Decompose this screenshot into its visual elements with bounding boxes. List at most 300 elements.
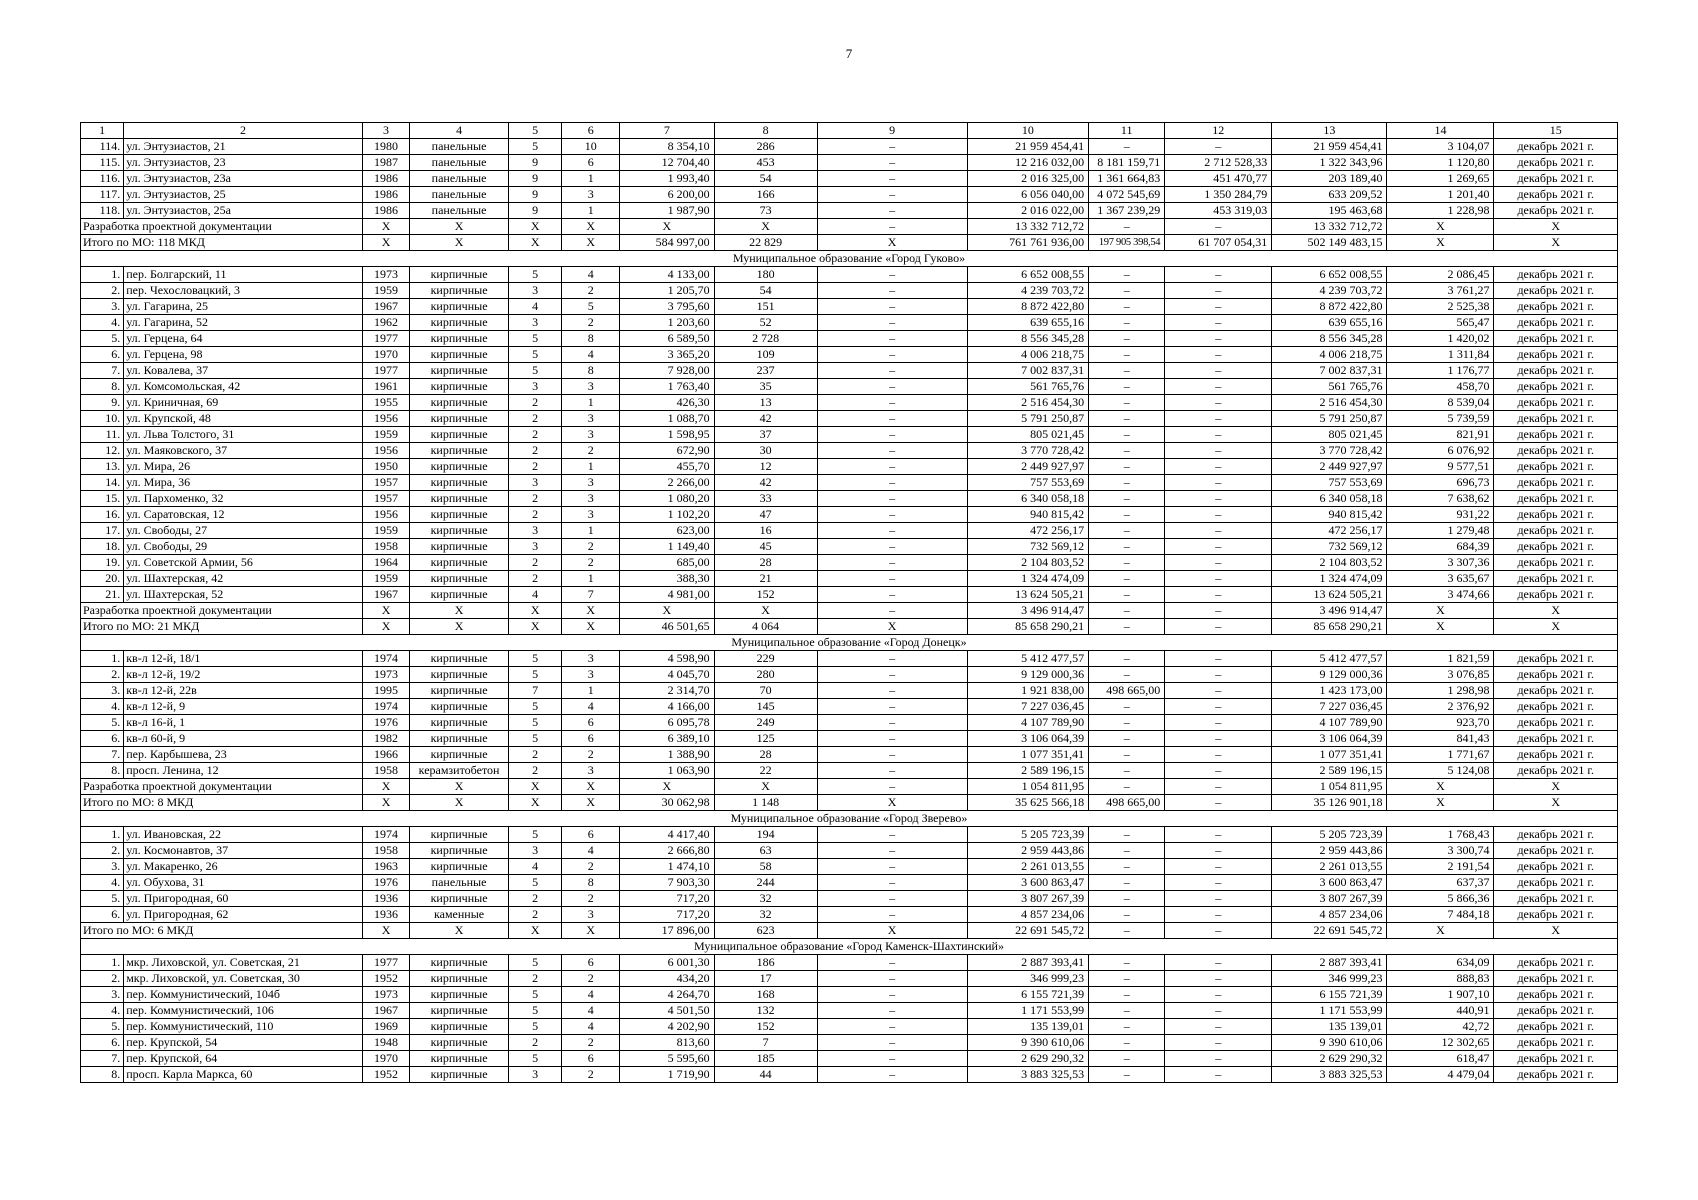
table-cell: ул. Пархоменко, 32 (124, 491, 363, 507)
table-cell: X (714, 779, 817, 795)
table-cell: 888,83 (1387, 971, 1494, 987)
table-cell: декабрь 2021 г. (1494, 1051, 1618, 1067)
table-row (81, 187, 1618, 203)
table-row (81, 395, 1618, 411)
table-cell: – (817, 747, 967, 763)
table-cell: 73 (714, 203, 817, 219)
table-cell: – (817, 779, 967, 795)
table-cell: 5 (508, 1003, 561, 1019)
table-cell: декабрь 2021 г. (1494, 859, 1618, 875)
table-cell: – (1165, 955, 1272, 971)
table-cell: 1 171 553,99 (1272, 1003, 1387, 1019)
table-cell: 1 (562, 203, 620, 219)
table-cell: пер. Коммунистический, 106 (124, 1003, 363, 1019)
table-cell: 5 (508, 731, 561, 747)
table-cell: 4 264,70 (620, 987, 715, 1003)
table-cell: 9 (508, 171, 561, 187)
table-cell: – (817, 155, 967, 171)
table-cell: 717,20 (620, 907, 715, 923)
table-cell: 1 102,20 (620, 507, 715, 523)
table-cell: кирпичные (410, 587, 509, 603)
table-cell: 6 200,00 (620, 187, 715, 203)
table-cell: кирпичные (410, 555, 509, 571)
table-cell: – (1089, 139, 1165, 155)
table-cell: 115. (81, 155, 124, 171)
table-cell: – (1165, 619, 1272, 635)
table-cell: 13 624 505,21 (967, 587, 1088, 603)
table-cell: декабрь 2021 г. (1494, 1067, 1618, 1083)
table-cell: 3 365,20 (620, 347, 715, 363)
table-cell: – (1089, 1003, 1165, 1019)
table-row (81, 347, 1618, 363)
table-cell: 1 054 811,95 (967, 779, 1088, 795)
table-cell: 12 (714, 459, 817, 475)
table-cell: 2 589 196,15 (1272, 763, 1387, 779)
table-cell: 5 791 250,87 (967, 411, 1088, 427)
table-cell: 8 556 345,28 (967, 331, 1088, 347)
table-cell: 229 (714, 651, 817, 667)
table-cell: кирпичные (410, 715, 509, 731)
table-cell: – (817, 299, 967, 315)
table-cell: 22 691 545,72 (967, 923, 1088, 939)
table-cell: 1 993,40 (620, 171, 715, 187)
table-cell: декабрь 2021 г. (1494, 891, 1618, 907)
table-cell: 186 (714, 955, 817, 971)
table-cell: 6 056 040,00 (967, 187, 1088, 203)
table-row (81, 571, 1618, 587)
table-cell: 13 624 505,21 (1272, 587, 1387, 603)
table-cell: 5 (508, 987, 561, 1003)
table-cell: – (1165, 139, 1272, 155)
table-cell: – (1165, 283, 1272, 299)
table-cell: – (817, 891, 967, 907)
table-cell: 3 (562, 411, 620, 427)
table-cell: 5 (508, 715, 561, 731)
section-header-row (81, 811, 1618, 827)
table-cell: X (410, 779, 509, 795)
table-cell: 1986 (362, 171, 409, 187)
capital-repair-table (80, 122, 1618, 1083)
table-cell: 2 376,92 (1387, 699, 1494, 715)
table-cell: 7 (508, 683, 561, 699)
table-cell: – (1165, 987, 1272, 1003)
table-cell: декабрь 2021 г. (1494, 475, 1618, 491)
table-cell: X (562, 235, 620, 251)
table-cell: – (1089, 955, 1165, 971)
table-cell: 2 629 290,32 (967, 1051, 1088, 1067)
table-cell: 1952 (362, 971, 409, 987)
table-cell: – (1165, 1035, 1272, 1051)
table-cell: 3 635,67 (1387, 571, 1494, 587)
table-cell: 1964 (362, 555, 409, 571)
table-cell: 5 739,59 (1387, 411, 1494, 427)
table-cell: – (817, 859, 967, 875)
table-cell: мкр. Лиховской, ул. Советская, 21 (124, 955, 363, 971)
summary-row (81, 603, 1618, 619)
table-cell: ул. Крупской, 48 (124, 411, 363, 427)
table-cell: ул. Мира, 36 (124, 475, 363, 491)
table-cell: 168 (714, 987, 817, 1003)
page-number: 7 (845, 46, 853, 61)
table-cell: X (817, 923, 967, 939)
table-cell: 2 086,45 (1387, 267, 1494, 283)
table-cell: 1 719,90 (620, 1067, 715, 1083)
table-cell: – (1165, 587, 1272, 603)
table-cell: – (817, 1067, 967, 1083)
table-cell: 1958 (362, 763, 409, 779)
table-cell: 1 171 553,99 (967, 1003, 1088, 1019)
table-cell: 44 (714, 1067, 817, 1083)
section-header-row (81, 635, 1618, 651)
table-cell: 6 589,50 (620, 331, 715, 347)
table-cell: 3 (562, 907, 620, 923)
table-cell: 6 155 721,39 (967, 987, 1088, 1003)
table-cell: 6. (81, 731, 124, 747)
table-cell: 5. (81, 331, 124, 347)
table-cell: декабрь 2021 г. (1494, 875, 1618, 891)
table-cell: 1 148 (714, 795, 817, 811)
table-cell: – (1089, 331, 1165, 347)
table-cell: 1967 (362, 1003, 409, 1019)
table-cell: – (1089, 859, 1165, 875)
table-cell: 1 423 173,00 (1272, 683, 1387, 699)
table-cell: 12. (81, 443, 124, 459)
table-cell: 8 539,04 (1387, 395, 1494, 411)
table-cell: 180 (714, 267, 817, 283)
table-cell: 1 088,70 (620, 411, 715, 427)
table-cell: 2 629 290,32 (1272, 1051, 1387, 1067)
table-cell: 63 (714, 843, 817, 859)
table-cell: 1976 (362, 875, 409, 891)
table-cell: – (817, 843, 967, 859)
table-cell: 8 181 159,71 (1089, 155, 1165, 171)
table-cell: просп. Карла Маркса, 60 (124, 1067, 363, 1083)
table-cell: 453 (714, 155, 817, 171)
table-cell: 3 807 267,39 (967, 891, 1088, 907)
table-cell: кирпичные (410, 731, 509, 747)
table-cell: 1952 (362, 1067, 409, 1083)
table-cell: 1957 (362, 475, 409, 491)
table-cell: 455,70 (620, 459, 715, 475)
table-cell: 717,20 (620, 891, 715, 907)
table-cell: – (1165, 1019, 1272, 1035)
table-cell: 3 (562, 379, 620, 395)
table-cell: кв-л 12-й, 18/1 (124, 651, 363, 667)
table-cell: X (817, 619, 967, 635)
table-cell: 618,47 (1387, 1051, 1494, 1067)
table-cell: 1 821,59 (1387, 651, 1494, 667)
table-cell: Муниципальное образование «Город Каменск-Шахтинский» (81, 939, 1618, 955)
table-cell: X (508, 795, 561, 811)
table-cell: Итого по МО: 21 МКД (81, 619, 363, 635)
table-cell: X (562, 923, 620, 939)
table-cell: 1959 (362, 283, 409, 299)
table-cell: 17. (81, 523, 124, 539)
table-cell: 5 (508, 651, 561, 667)
table-cell: ул. Шахтерская, 42 (124, 571, 363, 587)
table-cell: мкр. Лиховской, ул. Советская, 30 (124, 971, 363, 987)
table-cell: – (1089, 1035, 1165, 1051)
table-cell: 1 228,98 (1387, 203, 1494, 219)
table-cell: ул. Советской Армии, 56 (124, 555, 363, 571)
table-cell: – (1165, 1067, 1272, 1083)
table-row (81, 507, 1618, 523)
table-row (81, 475, 1618, 491)
table-cell: 502 149 483,15 (1272, 235, 1387, 251)
section-header-row (81, 251, 1618, 267)
table-cell: декабрь 2021 г. (1494, 699, 1618, 715)
table-cell: X (1387, 603, 1494, 619)
table-cell: 8 (562, 331, 620, 347)
table-cell: – (1165, 779, 1272, 795)
table-cell: X (362, 619, 409, 635)
table-cell: 33 (714, 491, 817, 507)
table-cell: 2 (508, 411, 561, 427)
table-cell: 9 129 000,36 (1272, 667, 1387, 683)
table-cell: 5 866,36 (1387, 891, 1494, 907)
table-cell: 42 (714, 475, 817, 491)
table-cell: 2 (508, 491, 561, 507)
table-cell: 2 (562, 1035, 620, 1051)
table-cell: 1958 (362, 843, 409, 859)
table-cell: – (1089, 427, 1165, 443)
table-cell: 6 095,78 (620, 715, 715, 731)
table-cell: кирпичные (410, 955, 509, 971)
table-cell: ул. Энтузиастов, 21 (124, 139, 363, 155)
table-cell: 3 300,74 (1387, 843, 1494, 859)
table-cell: 561 765,76 (1272, 379, 1387, 395)
table-row (81, 587, 1618, 603)
table-cell: 4 (508, 299, 561, 315)
table-cell: – (817, 1035, 967, 1051)
table-row (81, 667, 1618, 683)
table-cell: 3 (562, 491, 620, 507)
table-cell: 2 (508, 763, 561, 779)
summary-row (81, 795, 1618, 811)
table-cell: 2 (562, 443, 620, 459)
table-cell: декабрь 2021 г. (1494, 555, 1618, 571)
table-cell: – (817, 459, 967, 475)
table-cell: ул. Маяковского, 37 (124, 443, 363, 459)
table-cell: 1966 (362, 747, 409, 763)
table-cell: – (1089, 779, 1165, 795)
table-row (81, 139, 1618, 155)
table-cell: кирпичные (410, 539, 509, 555)
table-cell: 805 021,45 (967, 427, 1088, 443)
table-cell: – (1089, 923, 1165, 939)
table-row (81, 875, 1618, 891)
table-cell: 1 201,40 (1387, 187, 1494, 203)
table-cell: – (1165, 747, 1272, 763)
table-cell: – (1165, 571, 1272, 587)
table-cell: 151 (714, 299, 817, 315)
table-cell: 633 209,52 (1272, 187, 1387, 203)
table-cell: 3 496 914,47 (1272, 603, 1387, 619)
table-cell: 1. (81, 267, 124, 283)
table-cell: – (1089, 875, 1165, 891)
table-cell: – (817, 987, 967, 1003)
table-cell: кирпичные (410, 491, 509, 507)
table-cell: 21 (714, 571, 817, 587)
table-cell: 732 569,12 (967, 539, 1088, 555)
table-cell: 1955 (362, 395, 409, 411)
table-cell: – (1165, 827, 1272, 843)
table-cell: 4 (562, 1019, 620, 1035)
table-cell: декабрь 2021 г. (1494, 571, 1618, 587)
table-row (81, 331, 1618, 347)
table-cell: 561 765,76 (967, 379, 1088, 395)
table-cell: 5 (508, 875, 561, 891)
table-cell: 2. (81, 843, 124, 859)
table-row (81, 1067, 1618, 1083)
table-cell: 11. (81, 427, 124, 443)
table-cell: 498 665,00 (1089, 795, 1165, 811)
table-cell: 1 367 239,29 (1089, 203, 1165, 219)
table-cell: – (1165, 859, 1272, 875)
table-cell: X (362, 603, 409, 619)
table-cell: 4 166,00 (620, 699, 715, 715)
table-cell: 52 (714, 315, 817, 331)
table-cell: – (1089, 907, 1165, 923)
table-cell: – (1089, 299, 1165, 315)
table-cell: декабрь 2021 г. (1494, 955, 1618, 971)
table-cell: 135 139,01 (1272, 1019, 1387, 1035)
table-cell: – (817, 475, 967, 491)
table-cell: 3 (562, 507, 620, 523)
table-cell: кирпичные (410, 411, 509, 427)
table-cell: 3. (81, 683, 124, 699)
summary-row (81, 235, 1618, 251)
table-cell: декабрь 2021 г. (1494, 523, 1618, 539)
table-row (81, 763, 1618, 779)
table-cell: X (1387, 619, 1494, 635)
table-cell: X (620, 219, 715, 235)
table-cell: 639 655,16 (967, 315, 1088, 331)
table-cell: 8 (562, 875, 620, 891)
table-cell: 237 (714, 363, 817, 379)
table-cell: 5. (81, 715, 124, 731)
table-cell: – (1089, 347, 1165, 363)
table-cell: 3 104,07 (1387, 139, 1494, 155)
table-cell: 3 883 325,53 (967, 1067, 1088, 1083)
table-row (81, 891, 1618, 907)
table-cell: – (1165, 523, 1272, 539)
table-cell: – (817, 507, 967, 523)
column-header: 3 (362, 123, 409, 139)
table-cell: – (1165, 347, 1272, 363)
table-cell: 1 080,20 (620, 491, 715, 507)
table-cell: X (1494, 219, 1618, 235)
table-cell: 6 155 721,39 (1272, 987, 1387, 1003)
table-cell: кирпичные (410, 523, 509, 539)
table-cell: – (1165, 331, 1272, 347)
table-cell: 3 (508, 283, 561, 299)
table-cell: ул. Гагарина, 25 (124, 299, 363, 315)
table-cell: – (817, 587, 967, 603)
table-cell: декабрь 2021 г. (1494, 971, 1618, 987)
table-cell: 7 (714, 1035, 817, 1051)
table-cell: 5 (508, 363, 561, 379)
table-cell: 2 (562, 971, 620, 987)
table-cell: – (1165, 843, 1272, 859)
table-cell: – (1165, 731, 1272, 747)
table-cell: декабрь 2021 г. (1494, 987, 1618, 1003)
table-cell: 757 553,69 (1272, 475, 1387, 491)
table-cell: 22 (714, 763, 817, 779)
table-cell: 8 354,10 (620, 139, 715, 155)
table-cell: 5 595,60 (620, 1051, 715, 1067)
summary-row (81, 619, 1618, 635)
table-cell: кирпичные (410, 507, 509, 523)
table-cell: 2 666,80 (620, 843, 715, 859)
table-cell: X (1494, 603, 1618, 619)
table-cell: 46 501,65 (620, 619, 715, 635)
table-cell: 453 319,03 (1165, 203, 1272, 219)
table-cell: 1 077 351,41 (967, 747, 1088, 763)
table-cell: – (1165, 427, 1272, 443)
table-cell: 1957 (362, 491, 409, 507)
table-cell: X (620, 603, 715, 619)
table-cell: 1977 (362, 363, 409, 379)
table-cell: 21 959 454,41 (1272, 139, 1387, 155)
table-cell: кирпичные (410, 971, 509, 987)
table-row (81, 987, 1618, 1003)
table-cell: 1 (562, 571, 620, 587)
table-row (81, 1003, 1618, 1019)
table-cell: 203 189,40 (1272, 171, 1387, 187)
table-cell: ул. Пригородная, 62 (124, 907, 363, 923)
table-cell: 4 006 218,75 (967, 347, 1088, 363)
table-cell: декабрь 2021 г. (1494, 187, 1618, 203)
table-row (81, 283, 1618, 299)
table-cell: ул. Пригородная, 60 (124, 891, 363, 907)
table-cell: 1 269,65 (1387, 171, 1494, 187)
table-cell: 22 691 545,72 (1272, 923, 1387, 939)
table-cell: 5 (508, 667, 561, 683)
table-cell: – (1089, 219, 1165, 235)
table-cell: 1950 (362, 459, 409, 475)
table-cell: – (1089, 747, 1165, 763)
table-cell: 6 (562, 155, 620, 171)
table-row (81, 155, 1618, 171)
table-cell: 2 449 927,97 (1272, 459, 1387, 475)
table-cell: 8. (81, 763, 124, 779)
table-row (81, 411, 1618, 427)
table-cell: 637,37 (1387, 875, 1494, 891)
table-cell: – (817, 331, 967, 347)
table-cell: 2 959 443,86 (967, 843, 1088, 859)
table-cell: – (1165, 363, 1272, 379)
table-cell: 1974 (362, 699, 409, 715)
table-cell: ул. Саратовская, 12 (124, 507, 363, 523)
table-cell: 195 463,68 (1272, 203, 1387, 219)
table-cell: ул. Герцена, 64 (124, 331, 363, 347)
table-cell: Итого по МО: 6 МКД (81, 923, 363, 939)
table-row (81, 907, 1618, 923)
table-cell: 5 (508, 1019, 561, 1035)
table-cell: – (1089, 459, 1165, 475)
table-cell: декабрь 2021 г. (1494, 1035, 1618, 1051)
table-cell: X (1387, 235, 1494, 251)
table-cell: 346 999,23 (1272, 971, 1387, 987)
table-cell: 2 (508, 555, 561, 571)
table-cell: 47 (714, 507, 817, 523)
table-cell: 696,73 (1387, 475, 1494, 491)
table-cell: X (817, 795, 967, 811)
table-cell: 10. (81, 411, 124, 427)
table-cell: – (1165, 491, 1272, 507)
table-cell: 13 (714, 395, 817, 411)
